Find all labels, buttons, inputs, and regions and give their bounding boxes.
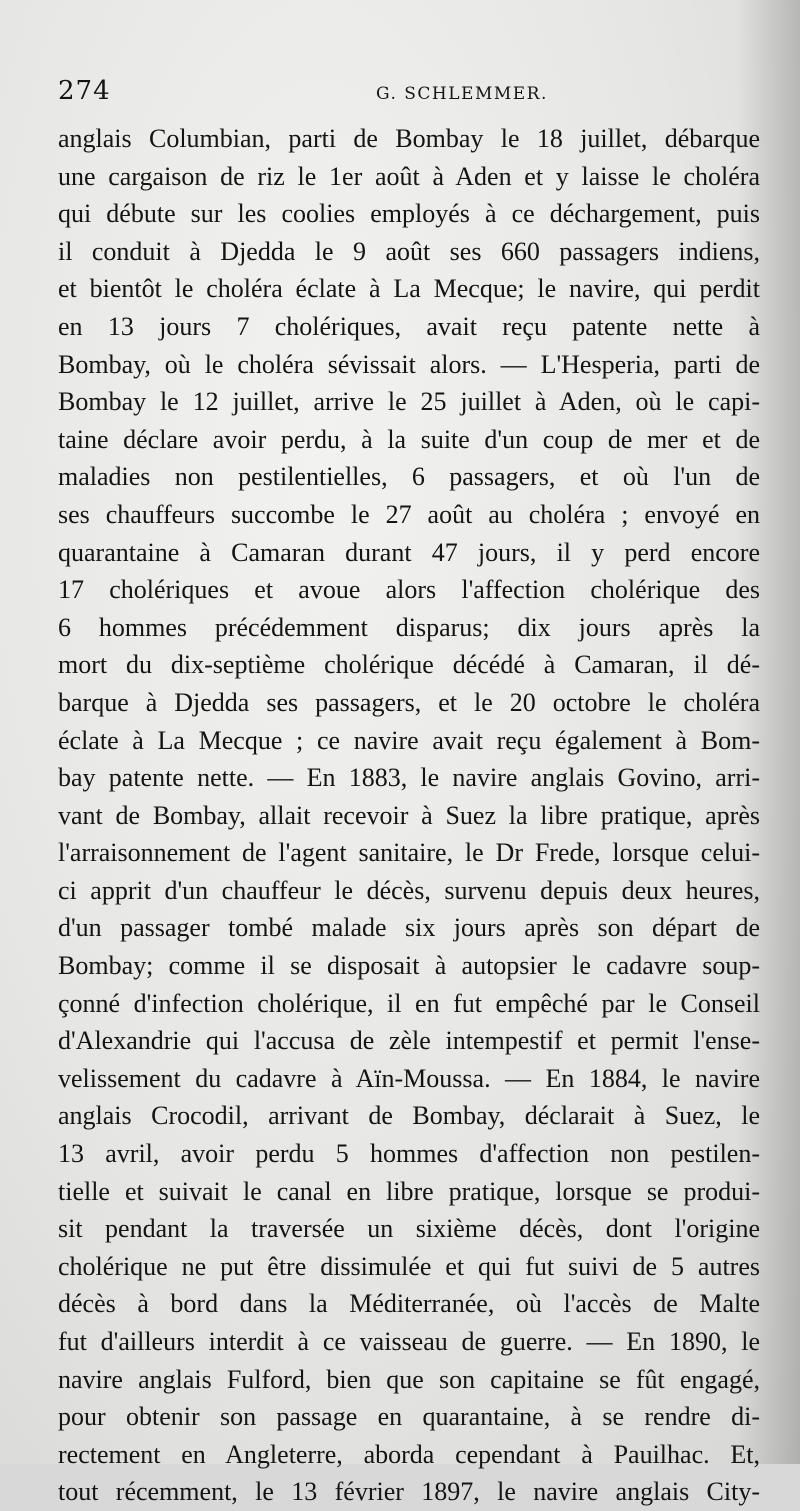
text-line: navire anglais Fulford, bien que son capitaine se fût engagé,	[58, 1364, 760, 1394]
running-head: G. SCHLEMMER.	[376, 84, 548, 104]
text-line: pour obtenir son passage en quarantaine, à se rendre di-	[58, 1402, 760, 1432]
text-line: il conduit à Djedda le 9 août ses 660 passagers indiens,	[58, 236, 760, 266]
text-line: anglais Crocodil, arrivant de Bombay, déclarait à Suez, le	[58, 1101, 760, 1131]
page-number: 274	[58, 76, 111, 106]
text-line: en 13 jours 7 cholériques, avait reçu patente nette à	[58, 311, 760, 341]
text-line: maladies non pestilentielles, 6 passagers, et où l'un de	[58, 462, 760, 492]
text-line: bay patente nette. — En 1883, le navire anglais Govino, arri-	[58, 763, 760, 793]
text-line: mort du dix-septième cholérique décédé à Camaran, il dé-	[58, 650, 760, 680]
text-line: d'un passager tombé malade six jours après son départ de	[58, 913, 760, 943]
text-line: tout récemment, le 13 février 1897, le navire anglais City-	[58, 1477, 760, 1507]
text-line: qui débute sur les coolies employés à ce déchargement, puis	[58, 199, 760, 229]
page-header	[58, 74, 758, 114]
text-line: anglais Columbian, parti de Bombay le 18 juillet, débarque	[58, 124, 760, 153]
text-line: velissement du cadavre à Aïn-Moussa. — En 1884, le navire	[58, 1063, 760, 1093]
text-line: quarantaine à Camaran durant 47 jours, il y perd encore	[58, 537, 760, 567]
text-line: cholérique ne put être dissimulée et qui fut suivi de 5 autres	[58, 1251, 760, 1281]
text-line: Bombay, où le choléra sévissait alors. — L'Hesperia, parti de	[58, 349, 760, 379]
text-line: vant de Bombay, allait recevoir à Suez la libre pratique, après	[58, 800, 760, 830]
text-line: décès à bord dans la Méditerranée, où l'accès de Malte	[58, 1289, 760, 1319]
text-line: sit pendant la traversée un sixième décès, dont l'origine	[58, 1214, 760, 1244]
text-line: d'Alexandrie qui l'accusa de zèle intempestif et permit l'ense-	[58, 1026, 760, 1056]
text-line: taine déclare avoir perdu, à la suite d'un coup de mer et de	[58, 424, 760, 454]
text-line: une cargaison de riz le 1er août à Aden et y laisse le choléra	[58, 161, 760, 191]
text-line: l'arraisonnement de l'agent sanitaire, le Dr Frede, lorsque celui-	[58, 838, 760, 868]
text-line: et bientôt le choléra éclate à La Mecque; le navire, qui perdit	[58, 274, 760, 304]
body-text	[58, 120, 760, 1511]
text-line: éclate à La Mecque ; ce navire avait reçu également à Bom-	[58, 725, 760, 755]
text-line: 13 avril, avoir perdu 5 hommes d'affection non pestilen-	[58, 1139, 760, 1169]
text-line: ci apprit d'un chauffeur le décès, survenu depuis deux heures,	[58, 875, 760, 905]
text-line: 17 cholériques et avoue alors l'affection cholérique des	[58, 575, 760, 605]
text-line: Bombay le 12 juillet, arrive le 25 juillet à Aden, où le capi-	[58, 387, 760, 417]
text-line: Bombay; comme il se disposait à autopsier le cadavre soup-	[58, 951, 760, 981]
text-line: tielle et suivait le canal en libre pratique, lorsque se produi-	[58, 1176, 760, 1206]
text-line: ses chauffeurs succombe le 27 août au choléra ; envoyé en	[58, 499, 760, 529]
text-line: fut d'ailleurs interdit à ce vaisseau de guerre. — En 1890, le	[58, 1327, 760, 1356]
text-line: 6 hommes précédemment disparus; dix jours après la	[58, 612, 760, 642]
text-line: rectement en Angleterre, aborda cependant à Pauilhac. Et,	[58, 1439, 760, 1469]
text-line: barque à Djedda ses passagers, et le 20 octobre le choléra	[58, 687, 760, 717]
text-line: çonné d'infection cholérique, il en fut empêché par le Conseil	[58, 988, 760, 1018]
